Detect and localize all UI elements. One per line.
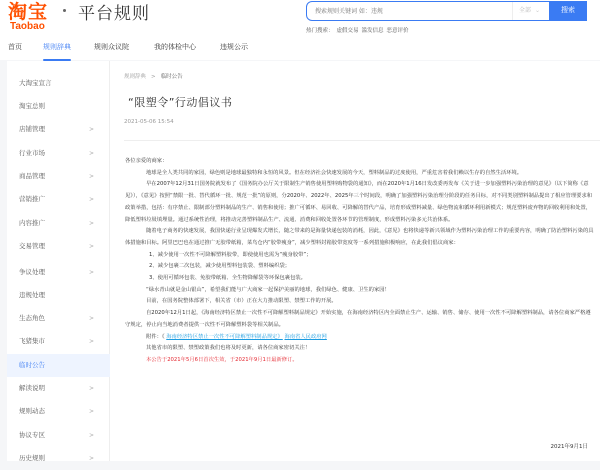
sidebar-item-label: 大淘宝宣言 bbox=[19, 79, 52, 87]
site-title: 平台规则 bbox=[78, 4, 150, 24]
chevron-right-icon: > bbox=[89, 315, 95, 322]
chevron-right-icon: > bbox=[89, 432, 95, 439]
sidebar bbox=[7, 61, 110, 461]
sidebar-item-label: 生态角色 bbox=[19, 314, 45, 322]
hot-search bbox=[306, 26, 412, 34]
attachment-label: 附件：《 bbox=[146, 333, 165, 340]
sidebar-item-historical-rules[interactable] bbox=[7, 447, 110, 470]
sidebar-item-label: 历史规则 bbox=[19, 454, 45, 462]
paragraph: 随着电子商务的快速发展，我国快递行业呈现爆发式增长，随之带来的是海量快递包装的消耗，因此，《意见》也将快递等新兴领域作为塑料污染治理工作的重要内容，明确了防治塑料污染的具体措施和目标。阿里巴巴也在通过推广无胶带纸箱，菜鸟仓内“胶带瘦身”，减少塑料封箱胶带宽度等一系列措施积极响应，在此我们倡议商家： bbox=[125, 228, 594, 246]
sidebar-item-label: 内容推广 bbox=[19, 219, 45, 227]
sidebar-item-label: 规则动态 bbox=[19, 407, 45, 415]
sidebar-item-label: 行业市场 bbox=[19, 149, 45, 157]
nav-home[interactable]: 首页 bbox=[8, 43, 22, 51]
article-panel bbox=[110, 61, 600, 461]
sidebar-item-interpretation[interactable] bbox=[7, 377, 110, 400]
logo-en-text: Taobao bbox=[10, 21, 45, 32]
attachment-link-gov-site[interactable]: 海南省人民政府网 bbox=[284, 333, 327, 340]
sidebar-item-label: 协议专区 bbox=[19, 431, 45, 439]
paragraph: 目前，在国务院整体部署下，相关省（市）正在大力推动限塑、禁塑工作的开展。 bbox=[146, 298, 337, 305]
search-input[interactable] bbox=[315, 2, 510, 20]
hot-search-term[interactable]: 恶意评价 bbox=[386, 28, 409, 34]
sidebar-item-marketing[interactable] bbox=[7, 188, 110, 211]
hot-search-term[interactable]: 虚假交易 bbox=[336, 28, 359, 34]
chevron-right-icon: > bbox=[89, 338, 95, 345]
chevron-right-icon: > bbox=[89, 385, 95, 392]
breadcrumb-link[interactable]: 规则辞典 bbox=[124, 74, 147, 80]
chevron-right-icon: > bbox=[89, 173, 95, 180]
greeting: 各位亲爱的商家： bbox=[125, 158, 168, 164]
sidebar-item-rule-updates[interactable] bbox=[7, 400, 110, 423]
header bbox=[0, 0, 600, 60]
breadcrumb bbox=[124, 72, 183, 80]
sidebar-item-label: 争议处理 bbox=[19, 268, 45, 276]
chevron-right-icon: > bbox=[89, 243, 95, 250]
sidebar-item-label: 营销推广 bbox=[19, 195, 45, 203]
sidebar-item-ecosystem-roles[interactable] bbox=[7, 307, 110, 330]
breadcrumb-separator: > bbox=[151, 74, 156, 80]
hot-search-label: 热门搜索： bbox=[306, 28, 334, 34]
chevron-right-icon: > bbox=[89, 408, 95, 415]
sidebar-item-label: 店铺管理 bbox=[19, 125, 45, 133]
list-item: 1、减少使用一次性不可降解塑料胶带，即使使用也需为“瘦身胶带”； bbox=[149, 251, 312, 258]
paragraph: 地球是全人类共同的家园，绿色则是地球最独特和永恒的风景。但在经济社会快速发展的今天，塑料制品的过度使用，严重危害着我们赖以生存的自然生活环境。 bbox=[146, 169, 523, 176]
sidebar-item-dispute-handling[interactable] bbox=[7, 261, 110, 284]
paragraph: 早在2007年12月31日国务院就发布了《国务院办公厅关于限制生产销售使用塑料购物袋的通知》，而在2020年1月16日发改委再发布《关于进一步加强塑料污染治理的意见》（以下简称《意见》），《意见》按照“禁限一批、替代循环一批、规范一批”的原则，分2020年、2022年、2025年三个时间段，明确了加强塑料污染治理分阶段的任务目标，对不同类别塑料制品提出了相应管理要求和政策举措，包括：有序禁止、限制部分塑料制品的生产、销售和使用；推广可循环、易回收、可降解的替代产品，培育形成塑料减量、绿色物流和循环利用新模式；规范塑料废弃物的回收利用和处置，降低塑料垃圾填埋量。通过系统性治理，将推动完善塑料制品生产、流通、消费和回收处置各环节的管理制度，形成塑料污染多元共治体系。 bbox=[125, 181, 593, 223]
sidebar-item-violation-handling[interactable] bbox=[7, 284, 110, 307]
nav-violation-notice[interactable]: 违规公示 bbox=[220, 43, 248, 51]
sidebar-item-label: 飞猪集市 bbox=[19, 337, 45, 345]
attachment-line bbox=[125, 332, 595, 344]
sidebar-item-content-promotion[interactable] bbox=[7, 212, 110, 235]
sidebar-item-industry-market[interactable] bbox=[7, 142, 110, 165]
chevron-right-icon: > bbox=[89, 220, 95, 227]
chevron-right-icon: > bbox=[89, 455, 95, 462]
page-title: “限塑令”行动倡议书 bbox=[128, 96, 233, 109]
sidebar-item-label: 解读说明 bbox=[19, 384, 45, 392]
divider bbox=[124, 140, 600, 141]
breadcrumb-current: 临时公告 bbox=[160, 74, 183, 80]
logo-cn-text: 淘宝 bbox=[8, 1, 49, 23]
sign-date: 2021年9月1日 bbox=[550, 444, 588, 450]
nav-rule-dictionary[interactable]: 规则辞典 bbox=[43, 42, 71, 60]
sidebar-item-store-management[interactable] bbox=[7, 118, 110, 141]
search-scope-label: 全部 bbox=[519, 7, 532, 14]
list-item: 2、减少包裹二次包装，减少使用塑料包装袋、塑料编织袋； bbox=[149, 263, 291, 270]
sidebar-item-general-rules[interactable] bbox=[7, 95, 110, 118]
chevron-right-icon: > bbox=[89, 126, 95, 133]
separator-dot bbox=[63, 9, 66, 12]
nav-health-check[interactable]: 我的体检中心 bbox=[154, 43, 196, 51]
article-body bbox=[125, 156, 595, 367]
search-box bbox=[306, 1, 586, 21]
chevron-right-icon: > bbox=[89, 196, 95, 203]
list-item: 3、使用可循环包装、免胶带纸箱、全生物降解袋等环保包裹包装。 bbox=[149, 275, 306, 282]
publish-time: 2021-05-06 15:54 bbox=[124, 119, 174, 125]
sidebar-item-temporary-notice[interactable] bbox=[7, 354, 110, 377]
paragraph: “绿水青山就是金山银山”，希望我们能与广大商家一起保护美丽的地球，我们绿色、健康、卫生的家园！ bbox=[146, 286, 390, 293]
taobao-logo[interactable] bbox=[8, 2, 60, 32]
chevron-right-icon: > bbox=[89, 150, 95, 157]
update-note: 其他省市的限塑、禁塑政策我们也将及时更新，请各位商家密切关注！ bbox=[146, 345, 311, 352]
main-nav bbox=[0, 38, 600, 60]
effective-note: 本公告于2021年5月6日首次生效，于2021年9月1日最新修订。 bbox=[146, 356, 298, 363]
sidebar-item-agreements[interactable] bbox=[7, 424, 110, 447]
sidebar-item-label: 违规处理 bbox=[19, 291, 45, 299]
sidebar-item-declaration[interactable] bbox=[7, 72, 110, 95]
sidebar-item-fliggy-market[interactable] bbox=[7, 330, 110, 353]
hot-search-term[interactable]: 滥发信息 bbox=[361, 28, 384, 34]
sidebar-item-transaction-management[interactable] bbox=[7, 235, 110, 258]
attachment-link-regulation[interactable]: 海南经济特区禁止一次性不可降解塑料制品规定》 bbox=[166, 333, 283, 340]
sidebar-item-label: 商品管理 bbox=[19, 172, 45, 180]
sidebar-item-label: 淘宝总则 bbox=[19, 102, 45, 110]
nav-rule-council[interactable]: 规则众议院 bbox=[94, 43, 129, 51]
sidebar-item-label: 临时公告 bbox=[19, 361, 45, 369]
sidebar-item-label: 交易管理 bbox=[19, 242, 45, 250]
chevron-down-icon: ⌄ bbox=[535, 7, 541, 14]
sidebar-item-product-management[interactable] bbox=[7, 165, 110, 188]
search-button[interactable]: 搜索 bbox=[549, 1, 587, 21]
search-scope-select[interactable] bbox=[512, 2, 549, 20]
paragraph: 自2020年12月1日起，《海南经济特区禁止一次性不可降解塑料制品规定》开始实施，在海南经济特区内全面禁止生产、运输、销售、储存、使用一次性不可降解塑料制品，请各位商家严格遵守规定，停止向当地消费者提供一次性不可降解塑料袋等相关制品。 bbox=[125, 310, 591, 328]
chevron-right-icon: > bbox=[89, 269, 95, 276]
